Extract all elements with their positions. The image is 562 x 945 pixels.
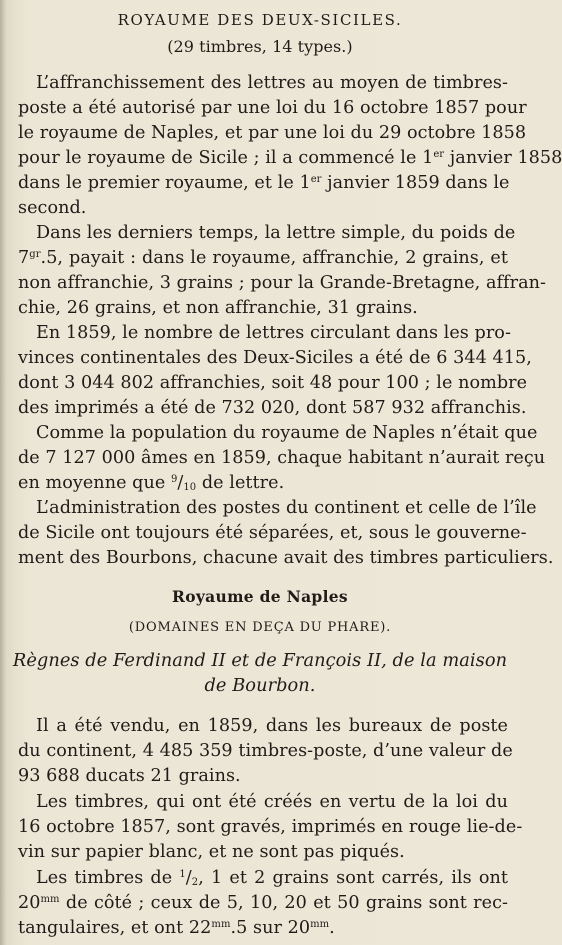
paragraph-6-line-1: Il a été vendu, en 1859, dans les bureaux de poste — [36, 716, 508, 736]
paragraph-1-line-3: le royaume de Naples, et par une loi du 29 octobre 1858 — [18, 123, 527, 143]
paragraph-5-line-2: de Sicile ont toujours été séparées, et, sous le gouverne- — [18, 523, 527, 543]
paragraph-3-line-4: des imprimés a été de 732 020, dont 587 932 affranchis. — [18, 398, 527, 418]
paragraph-1-line-5 — [18, 171, 508, 195]
paragraph-4-line-2: de 7 127 000 âmes en 1859, chaque habitant n’aurait reçu — [18, 448, 546, 468]
paragraph-4-line-1: Comme la population du royaume de Naples n’était que — [36, 423, 538, 443]
text-span: tangulaires, et ont 22 — [18, 918, 212, 938]
fraction-denominator: 10 — [183, 482, 197, 493]
text-span: 20 — [18, 893, 41, 913]
paragraph-3-line-2: vinces continentales des Deux-Siciles a été de 6 344 415, — [18, 348, 532, 368]
text-span: en moyenne que — [18, 473, 171, 493]
fraction-denominator: 2 — [191, 877, 199, 888]
superscript: er — [433, 149, 445, 160]
fraction-slash: / — [185, 868, 192, 888]
paragraph-5-line-3: ment des Bourbons, chacune avait des timbres particuliers. — [18, 548, 554, 568]
text-span: Les timbres de — [36, 868, 180, 888]
reign-heading-line-2: de Bourbon. — [204, 675, 316, 696]
paragraph-1-line-2: poste a été autorisé par une loi du 16 octobre 1857 pour — [18, 98, 527, 118]
text-span: .5 sur 20 — [230, 918, 311, 938]
text-span: janvier 1859 dans le — [321, 173, 510, 193]
chapter-subtitle: (29 timbres, 14 types.) — [167, 37, 353, 56]
paragraph-7-line-3: vin sur papier blanc, et ne sont pas piqués. — [18, 842, 405, 862]
superscript: mm — [40, 894, 60, 905]
text-span: de lettre. — [196, 473, 285, 493]
text-span: , 1 et 2 grains sont carrés, ils ont — [198, 868, 508, 888]
paragraph-1-line-6: second. — [18, 198, 87, 218]
text-span: 7 — [18, 248, 30, 268]
reign-heading-line-1: Règnes de Ferdinand II et de François II, de la maison — [12, 650, 508, 671]
paragraph-5-line-1: L’administration des postes du continent et celle de l’île — [36, 498, 537, 518]
text-span: pour le royaume de Sicile ; il a commencé le 1 — [18, 148, 434, 168]
paragraph-1-line-1: L’affranchissement des lettres au moyen de timbres- — [36, 73, 508, 93]
paragraph-6-line-3: 93 688 ducats 21 grains. — [18, 766, 241, 786]
paragraph-6-line-2: du continent, 4 485 359 timbres-poste, d’une valeur de — [18, 741, 513, 761]
fraction-numerator: 1 — [179, 869, 186, 880]
section-subtitle: (DOMAINES EN DEÇA DU PHARE). — [128, 620, 392, 635]
superscript: mm — [211, 919, 231, 930]
section-title: Royaume de Naples — [172, 587, 348, 606]
text-span: de côté ; ceux de 5, 10, 20 et 50 grains sont rec- — [59, 893, 508, 913]
superscript: gr — [29, 249, 41, 260]
paragraph-4-line-3 — [18, 471, 508, 495]
paragraph-8-line-2 — [18, 891, 508, 915]
paragraph-2-line-1: Dans les derniers temps, la lettre simple, du poids de — [36, 223, 516, 243]
text-span: dans le premier royaume, et le 1 — [18, 173, 311, 193]
text-span: janvier 1858 — [444, 148, 562, 168]
paragraph-2-line-2 — [18, 246, 508, 270]
paragraph-7-line-1: Les timbres, qui ont été créés en vertu de la loi du — [36, 792, 508, 812]
paragraph-8-line-1 — [36, 866, 508, 890]
paragraph-3-line-3: dont 3 044 802 affranchies, soit 48 pour 100 ; le nombre — [18, 373, 528, 393]
superscript: er — [310, 174, 322, 185]
paragraph-2-line-3: non affranchie, 3 grains ; pour la Grande-Bretagne, affran- — [18, 273, 546, 293]
page-gutter-shadow — [0, 0, 6, 945]
paragraph-8-line-3 — [18, 916, 508, 940]
paragraph-3-line-1: En 1859, le nombre de lettres circulant dans les pro- — [36, 323, 511, 343]
superscript: mm — [310, 919, 330, 930]
fraction-slash: / — [177, 473, 184, 493]
fraction-numerator: 9 — [170, 474, 178, 485]
text-span: . — [329, 918, 335, 938]
paragraph-7-line-2: 16 octobre 1857, sont gravés, imprimés en rouge lie-de- — [18, 817, 523, 837]
chapter-title: ROYAUME DES DEUX-SICILES. — [117, 11, 403, 29]
paragraph-1-line-4 — [18, 146, 562, 170]
text-span: .5, payait : dans le royaume, affranchie, 2 grains, et — [40, 248, 508, 268]
paragraph-2-line-4: chie, 26 grains, et non affranchie, 31 grains. — [18, 298, 418, 318]
